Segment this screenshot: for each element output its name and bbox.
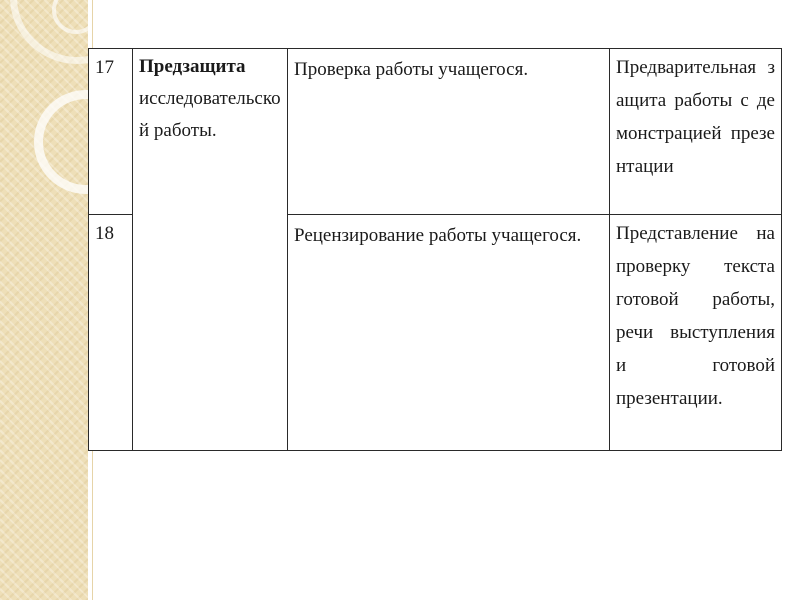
result-cell xyxy=(610,49,782,215)
decorative-side-band xyxy=(0,0,88,600)
row-number-cell xyxy=(89,215,133,451)
task-cell xyxy=(288,215,610,451)
row-number-cell xyxy=(89,49,133,215)
result-text: Представление на проверку текста готовой работы, речи выступления и готовой презентации. xyxy=(616,223,775,409)
result-text: Предварительная защита работы с демонстрацией презентации xyxy=(616,57,775,177)
task-cell xyxy=(288,49,610,215)
result-cell xyxy=(610,215,782,451)
task-text: Проверка работы учащегося. xyxy=(294,59,529,80)
stage-cell xyxy=(133,49,288,451)
row-number: 18 xyxy=(95,223,114,244)
row-number: 17 xyxy=(95,57,114,78)
table-row xyxy=(89,49,782,215)
decorative-ring xyxy=(34,90,88,194)
stage-title: Предзащита xyxy=(139,56,246,77)
task-text: Рецензирование работы учащегося. xyxy=(294,225,582,246)
stage-description: исследовательской работы. xyxy=(139,88,281,141)
work-plan-table xyxy=(88,48,782,451)
